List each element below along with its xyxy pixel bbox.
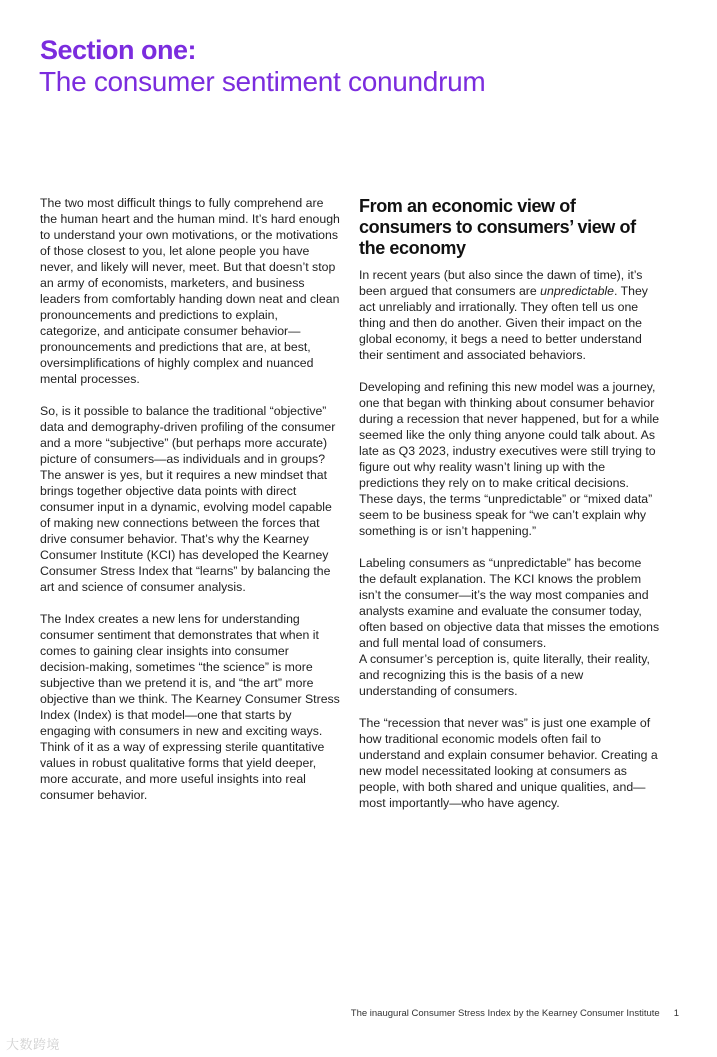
page-footer [351,1008,679,1019]
right-paragraph-1-emphasis: unpredictable [540,284,614,298]
right-paragraph-3: Labeling consumers as “unpredictable” has become the default explanation. The KCI knows the problem isn’t the consumer—it’s the way most companies and analysts examine and evaluate the consumer today, often based on objective data that misses the emotions and full mental load of consumers. [359,556,660,650]
left-paragraph-3: The Index creates a new lens for understanding consumer sentiment that demonstrates that when it comes to gaining clear insights into consumer decision-making, sometimes “the science” is more subjective than we pretend it is, and “the art” more objective than we think. The Kearney Consumer Stress Index (Index) is that model—one that starts by engaging with consumers in new and exciting ways. Think of it as a way of expressing sterile quantitative values in robust qualitative forms that yield deeper, more accurate, and more useful insights into real consumer behavior. [40,612,340,802]
left-column [40,195,340,819]
right-paragraph-4: A consumer’s perception is, quite literally, their reality, and recognizing this is the basis of a new understanding of consumers. [359,652,650,698]
right-paragraph-5: The “recession that never was” is just one example of how traditional economic models often fail to understand and explain consumer behavior. Creating a new model necessitated looking at consumers as people, with both shared and unique qualities, and—most importantly—who have agency. [359,716,658,810]
watermark-text: 大数跨境 [6,1037,61,1052]
right-paragraph-1 [359,267,661,363]
section-label: Section one: [40,35,197,65]
section-title: The consumer sentiment conundrum [39,66,486,97]
left-paragraph-1: The two most difficult things to fully comprehend are the human heart and the human mind. It’s hard enough to understand your own motivations, or the motivations of those closest to you, let alone people you have never, and likely will never, meet. But that doesn’t stop an army of economists, marketers, and business leaders from comfortably handing down neat and clean pronouncements and predictions to explain, categorize, and anticipate consumer behavior—pronouncements and predictions that are, at best, oversimplifications of highly complex and nuanced mental processes. [40,196,340,386]
left-paragraph-2: So, is it possible to balance the traditional “objective” data and demography-driven profiling of the consumer and a more “subjective” (but perhaps more accurate) picture of consumers—as individuals and in groups? The answer is yes, but it requires a new mindset that brings together objective data points with direct consumer input in a dynamic, evolving model capable of making new connections between the forces that drive consumer behavior. That’s why the Kearney Consumer Institute (KCI) has developed the Kearney Consumer Stress Index that “learns” by balancing the art and science of consumer analysis. [40,404,336,594]
right-column-heading: From an economic view of consumers to consumers’ view of the economy [359,196,636,258]
right-paragraph-2: Developing and refining this new model was a journey, one that began with thinking about consumer behavior during a recession that never happened, but for a while seemed like the only thing anyone could talk about. As late as Q3 2023, industry executives were still trying to figure out why reality wasn’t lining up with the predictions they rely on to make critical decisions. These days, the terms “unpredictable” or “mixed data” seem to be business speak for “we can’t explain why something is or isn’t happening.” [359,380,660,538]
right-paragraph-1-end: . They act unreliably and irrationally. They often tell us one thing and then do another. Given their impact on the global economy, it begs a need to better understand their sentiment and associated behaviors. [359,284,648,362]
right-column [359,196,661,827]
watermark [6,1034,60,1053]
right-paragraph-1-start: In recent years (but also since the dawn of time), it’s been argued that consumers are [359,268,643,298]
footer-text: The inaugural Consumer Stress Index by the Kearney Consumer Institute [350,1008,660,1019]
page-number: 1 [673,1008,679,1019]
